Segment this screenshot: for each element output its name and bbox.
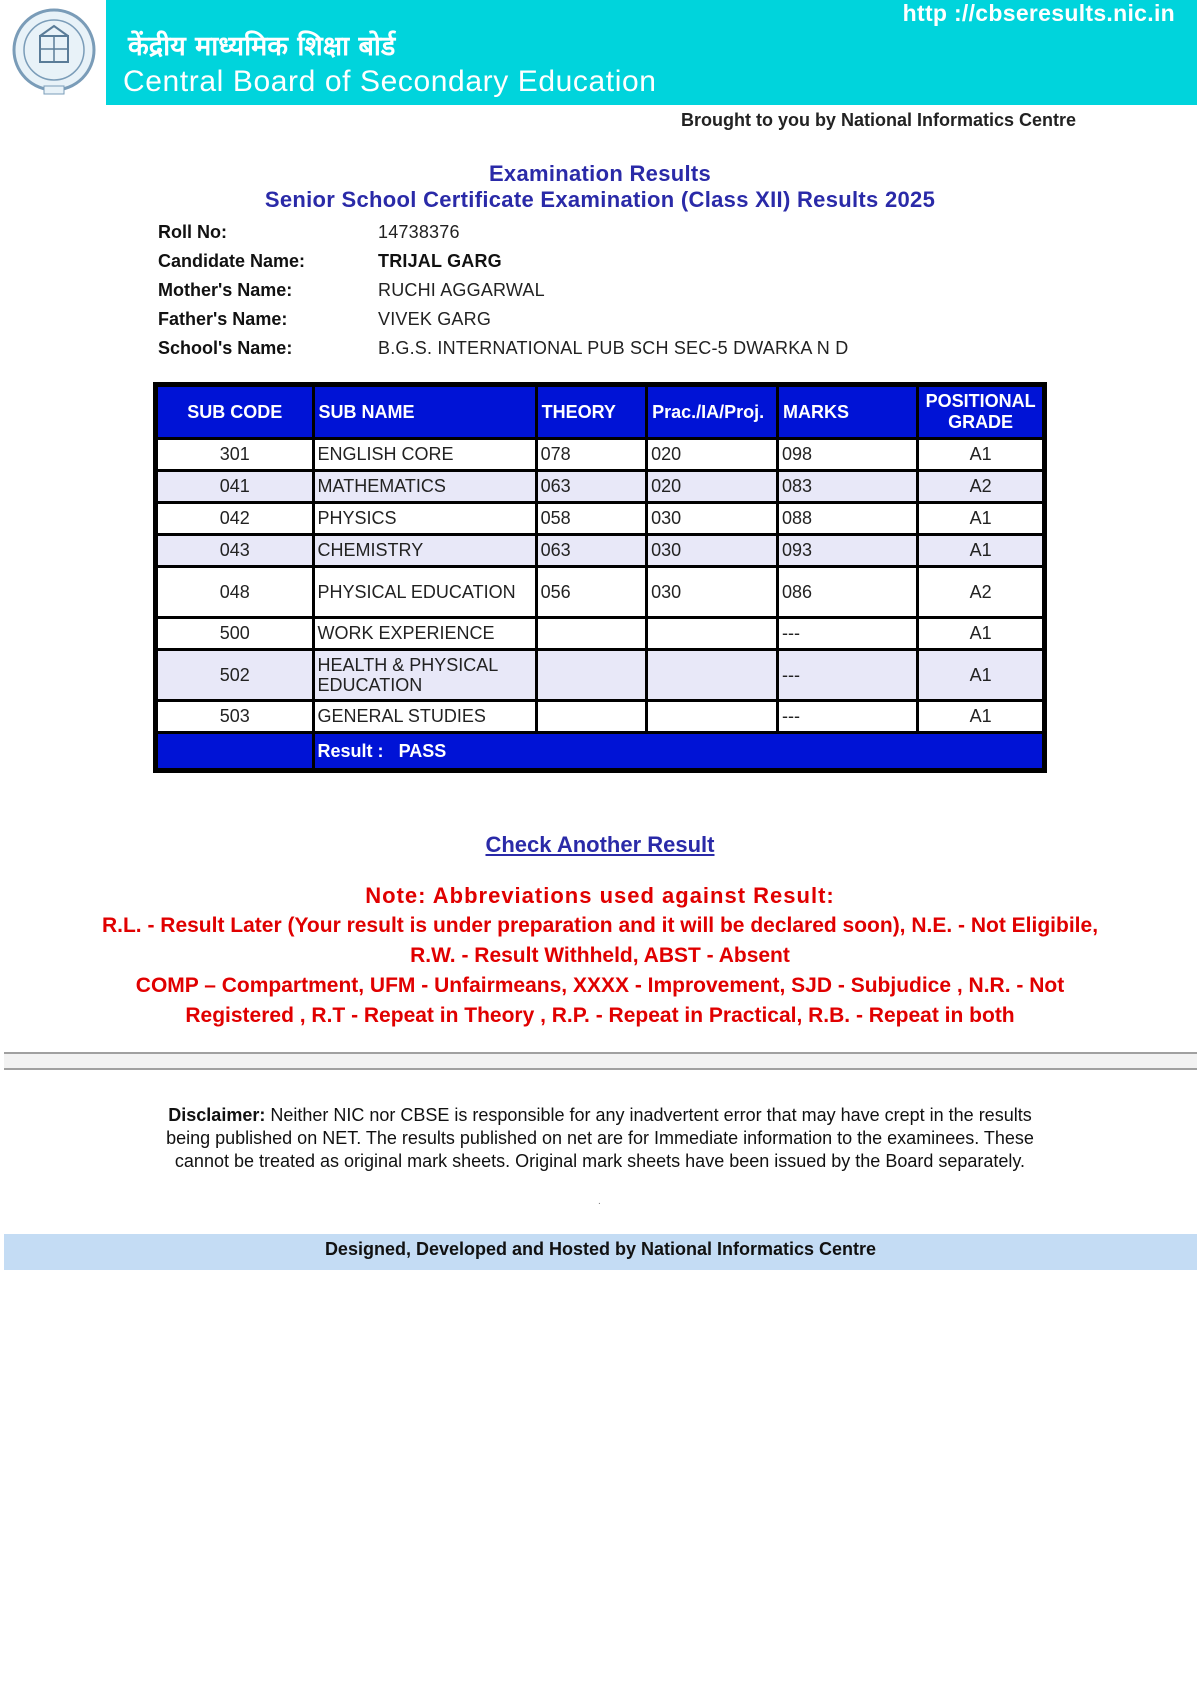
sub-code: 503 bbox=[158, 702, 312, 731]
school-row bbox=[158, 334, 848, 363]
grade: A1 bbox=[919, 504, 1042, 533]
total-marks: 093 bbox=[779, 536, 916, 565]
footer: Designed, Developed and Hosted by National Informatics Centre bbox=[4, 1234, 1197, 1270]
table-row bbox=[158, 472, 1042, 501]
check-another-container bbox=[0, 832, 1200, 858]
table-row bbox=[158, 619, 1042, 648]
result-row bbox=[158, 734, 1042, 768]
grade: A1 bbox=[919, 440, 1042, 469]
result-label: Result : bbox=[317, 740, 384, 761]
marks-table bbox=[153, 382, 1047, 773]
theory-marks bbox=[538, 702, 645, 731]
header-positional-grade bbox=[919, 387, 1042, 437]
sub-code: 502 bbox=[158, 651, 312, 699]
name-row bbox=[158, 247, 848, 276]
total-marks: --- bbox=[779, 651, 916, 699]
total-marks: 086 bbox=[779, 568, 916, 616]
prac-marks: 020 bbox=[648, 440, 776, 469]
header-banner bbox=[106, 0, 1197, 105]
table-header-row bbox=[158, 387, 1042, 437]
note-title: Note: Abbreviations used against Result: bbox=[365, 883, 835, 908]
sub-code: 043 bbox=[158, 536, 312, 565]
prac-marks: 030 bbox=[648, 568, 776, 616]
mother-value: RUCHI AGGARWAL bbox=[378, 280, 545, 300]
header-theory: THEORY bbox=[538, 387, 645, 437]
theory-marks: 063 bbox=[538, 472, 645, 501]
table-row bbox=[158, 702, 1042, 731]
theory-marks: 078 bbox=[538, 440, 645, 469]
theory-marks bbox=[538, 651, 645, 699]
roll-row bbox=[158, 218, 848, 247]
roll-label: Roll No: bbox=[158, 222, 227, 242]
table-row bbox=[158, 651, 1042, 699]
school-label: School's Name: bbox=[158, 338, 293, 358]
theory-marks: 056 bbox=[538, 568, 645, 616]
theory-marks: 058 bbox=[538, 504, 645, 533]
theory-marks: 063 bbox=[538, 536, 645, 565]
prac-marks: 020 bbox=[648, 472, 776, 501]
name-value: TRIJAL GARG bbox=[378, 251, 502, 271]
sub-code: 048 bbox=[158, 568, 312, 616]
hindi-title: केंद्रीय माध्यमिक शिक्षा बोर्ड bbox=[128, 31, 396, 62]
theory-marks bbox=[538, 619, 645, 648]
total-marks: 083 bbox=[779, 472, 916, 501]
check-another-result-link[interactable]: Check Another Result bbox=[485, 832, 715, 857]
name-label: Candidate Name: bbox=[158, 251, 306, 271]
english-title: Central Board of Secondary Education bbox=[123, 65, 657, 98]
table-row bbox=[158, 536, 1042, 565]
page-title: Examination Results bbox=[488, 161, 712, 186]
father-row bbox=[158, 305, 848, 334]
note-line-1: R.L. - Result Later (Your result is under preparation and it will be declared soon), N.E. - Not Eligibile, bbox=[101, 914, 1099, 937]
grade: A1 bbox=[919, 536, 1042, 565]
result-cell bbox=[315, 734, 1042, 768]
prac-marks: 030 bbox=[648, 504, 776, 533]
roll-value: 14738376 bbox=[378, 222, 460, 242]
table-row bbox=[158, 440, 1042, 469]
header-sub-name: SUB NAME bbox=[315, 387, 535, 437]
father-value: VIVEK GARG bbox=[378, 309, 492, 329]
disclaimer-label: Disclaimer: bbox=[168, 1105, 266, 1125]
table-row bbox=[158, 504, 1042, 533]
page-header bbox=[0, 0, 1200, 105]
site-url[interactable]: http ://cbseresults.nic.in bbox=[902, 0, 1175, 26]
total-marks: --- bbox=[779, 619, 916, 648]
total-marks: 098 bbox=[779, 440, 916, 469]
sub-name: CHEMISTRY bbox=[315, 536, 535, 565]
note-line-2: R.W. - Result Withheld, ABST - Absent bbox=[410, 944, 790, 967]
total-marks: --- bbox=[779, 702, 916, 731]
total-marks: 088 bbox=[779, 504, 916, 533]
sub-name: MATHEMATICS bbox=[315, 472, 535, 501]
brought-by-text: Brought to you by National Informatics Centre bbox=[680, 110, 1076, 130]
result-spacer bbox=[158, 734, 312, 768]
grade: A2 bbox=[919, 568, 1042, 616]
note-line-3: COMP – Compartment, UFM - Unfairmeans, XXXX - Improvement, SJD - Subjudice , N.R. - Not bbox=[135, 974, 1065, 997]
grade: A2 bbox=[919, 472, 1042, 501]
sub-name: PHYSICAL EDUCATION bbox=[315, 568, 535, 616]
grade: A1 bbox=[919, 651, 1042, 699]
header-prac: Prac./IA/Proj. bbox=[648, 387, 776, 437]
header-grade-line1: POSITIONAL bbox=[925, 391, 1036, 411]
note-line-4: Registered , R.T - Repeat in Theory , R.P. - Repeat in Practical, R.B. - Repeat in both bbox=[185, 1004, 1015, 1027]
sub-code: 301 bbox=[158, 440, 312, 469]
cbse-emblem-icon bbox=[10, 4, 98, 100]
school-value: B.G.S. INTERNATIONAL PUB SCH SEC-5 DWARKA N D bbox=[378, 338, 849, 358]
exam-title: Senior School Certificate Examination (Class XII) Results 2025 bbox=[264, 187, 936, 212]
grade: A1 bbox=[919, 702, 1042, 731]
dot-mark: . bbox=[598, 1196, 601, 1207]
mother-label: Mother's Name: bbox=[158, 280, 293, 300]
sub-code: 042 bbox=[158, 504, 312, 533]
disclaimer bbox=[160, 1104, 1040, 1173]
header-marks: MARKS bbox=[779, 387, 916, 437]
candidate-details bbox=[158, 218, 848, 363]
sub-name: WORK EXPERIENCE bbox=[315, 619, 535, 648]
sub-code: 041 bbox=[158, 472, 312, 501]
sub-name: PHYSICS bbox=[315, 504, 535, 533]
prac-marks: 030 bbox=[648, 536, 776, 565]
mother-row bbox=[158, 276, 848, 305]
header-sub-code: SUB CODE bbox=[158, 387, 312, 437]
disclaimer-text: Neither NIC nor CBSE is responsible for any inadvertent error that may have crept in the results being published on NET. The results published on net are for Immediate information to the examinees. These cannot be treated as original mark sheets. Original mark sheets have been issued by the Board separately. bbox=[166, 1105, 1034, 1171]
sub-name: HEALTH & PHYSICAL EDUCATION bbox=[315, 651, 535, 699]
result-value: PASS bbox=[398, 740, 447, 761]
header-grade-line2: GRADE bbox=[948, 412, 1014, 432]
table-row bbox=[158, 568, 1042, 616]
sub-code: 500 bbox=[158, 619, 312, 648]
prac-marks bbox=[648, 651, 776, 699]
sub-name: GENERAL STUDIES bbox=[315, 702, 535, 731]
prac-marks bbox=[648, 702, 776, 731]
sub-name: ENGLISH CORE bbox=[315, 440, 535, 469]
abbreviations-note bbox=[10, 881, 1190, 1031]
divider bbox=[4, 1052, 1197, 1070]
father-label: Father's Name: bbox=[158, 309, 288, 329]
grade: A1 bbox=[919, 619, 1042, 648]
prac-marks bbox=[648, 619, 776, 648]
